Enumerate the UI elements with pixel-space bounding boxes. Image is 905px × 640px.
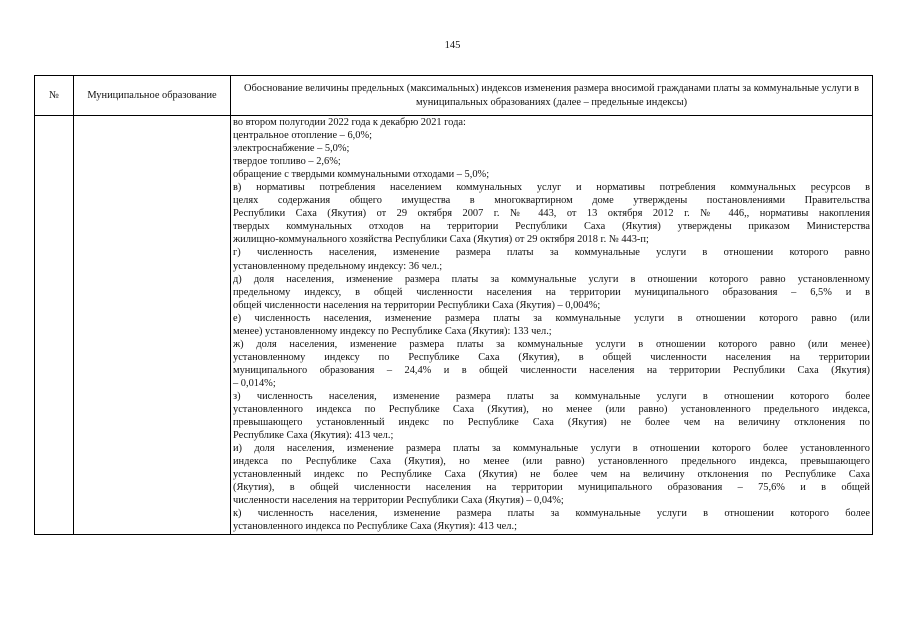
paragraph-last-line: – 0,014%; xyxy=(233,377,276,389)
intro-line: обращение с твердыми коммунальными отходами – 5,0%; xyxy=(233,169,490,181)
paragraph-k xyxy=(233,507,870,533)
paragraph-line: е) численность населения, изменение размера платы за коммунальные услуги в отношении которого равно (или xyxy=(233,312,870,324)
paragraph-e xyxy=(233,312,870,338)
paragraphs-block xyxy=(233,181,870,533)
paragraph-line: Республики Саха (Якутия) от 29 октября 2007 г. № 443, от 13 октября 2012 г. № 446,, нормативы накопления xyxy=(233,208,870,220)
intro-block xyxy=(233,116,870,181)
paragraph-last-line: установленному предельному индексу: 36 чел.; xyxy=(233,260,443,272)
paragraph-line: и) доля населения, изменение размера платы за коммунальные услуги в отношении которого более установленного xyxy=(233,443,870,455)
cell-rationale xyxy=(231,116,873,535)
paragraph-last-line: менее) установленному индексу по Республике Саха (Якутия): 133 чел.; xyxy=(233,325,552,337)
paragraph-line: г) численность населения, изменение размера платы за коммунальные услуги в отношении которого равно xyxy=(233,247,870,259)
paragraph-line: индекса по Республике Саха (Якутия), но менее (или равно) установленного предельного индекса, превышающего xyxy=(233,456,870,468)
cell-municipality xyxy=(74,116,231,535)
paragraph-line: твердых коммунальных отходов на территории Республики Саха (Якутия) утверждены приказом Министерства xyxy=(233,221,870,233)
paragraph-line: (Якутия), в общей численности населения на территории муниципального образования – 75,6% и в общей xyxy=(233,482,870,494)
paragraph-last-line: общей численности населения на территории Республики Саха (Якутия) – 0,004%; xyxy=(233,299,601,311)
paragraph-line: установленному индексу по Республике Саха (Якутия), в общей численности населения на территории xyxy=(233,351,870,363)
paragraph-line: з) численность населения, изменение размера платы за коммунальные услуги в отношении которого более xyxy=(233,390,870,402)
paragraph-zh xyxy=(233,338,870,390)
paragraph-d xyxy=(233,273,870,312)
paragraph-line: целях содержания общего имущества в многоквартирном доме утверждены постановлениями Правительства xyxy=(233,195,870,207)
paragraph-g xyxy=(233,246,870,272)
paragraph-v xyxy=(233,181,870,246)
paragraph-line: предельному индексу, в общей численности населения на территории муниципального образования – 6,5% и в xyxy=(233,286,870,298)
header-number: № xyxy=(35,76,74,116)
paragraph-line: в) нормативы потребления населением коммунальных услуг и нормативы потребления коммунальных ресурсов в xyxy=(233,182,870,194)
paragraph-last-line: жилищно-коммунального хозяйства Республики Саха (Якутия) от 29 октября 2018 г. № 443-п; xyxy=(233,234,649,246)
table-row xyxy=(35,116,873,535)
paragraph-last-line: Республике Саха (Якутия): 413 чел.; xyxy=(233,430,394,442)
intro-line: твердое топливо – 2,6%; xyxy=(233,156,341,168)
cell-number xyxy=(35,116,74,535)
paragraph-line: установленного индекса по Республике Саха (Якутия), но менее (или равно) установленного предельного индекса, xyxy=(233,404,870,416)
header-municipality: Муниципальное образование xyxy=(74,76,231,116)
paragraph-i xyxy=(233,442,870,507)
intro-line: центральное отопление – 6,0%; xyxy=(233,130,372,142)
paragraph-last-line: установленного индекса по Республике Саха (Якутия): 413 чел.; xyxy=(233,521,517,533)
paragraph-line: ж) доля населения, изменение размера платы за коммунальные услуги в отношении которого равно (или менее) xyxy=(233,338,870,350)
paragraph-line: превышающего установленный индекс по Республике Саха (Якутия) не более чем на величину отклонения по xyxy=(233,417,870,429)
paragraph-last-line: численности населения на территории Республики Саха (Якутия) – 0,04%; xyxy=(233,495,564,507)
rationale-table xyxy=(34,75,873,535)
paragraph-line: к) численность населения, изменение размера платы за коммунальные услуги в отношении которого более xyxy=(233,508,870,520)
header-rationale: Обоснование величины предельных (максимальных) индексов изменения размера вносимой гражданами платы за коммунальные услуги в муниципальных образованиях (далее – предельные индексы) xyxy=(231,76,873,116)
paragraph-line: д) доля населения, изменение размера платы за коммунальные услуги в отношении которого равно установленному xyxy=(233,273,870,285)
table-header-row xyxy=(35,76,873,116)
page-number: 145 xyxy=(444,40,461,51)
intro-line: электроснабжение – 5,0%; xyxy=(233,143,350,155)
paragraph-z xyxy=(233,390,870,442)
paragraph-line: муниципального образования – 24,4% и в общей численности населения на территории Республики Саха (Якутия) xyxy=(233,364,870,376)
intro-line: во втором полугодии 2022 года к декабрю 2021 года: xyxy=(233,117,466,128)
paragraph-line: установленный индекс по Республике Саха (Якутия) не более чем на величину отклонения по Республике Саха xyxy=(233,469,870,481)
